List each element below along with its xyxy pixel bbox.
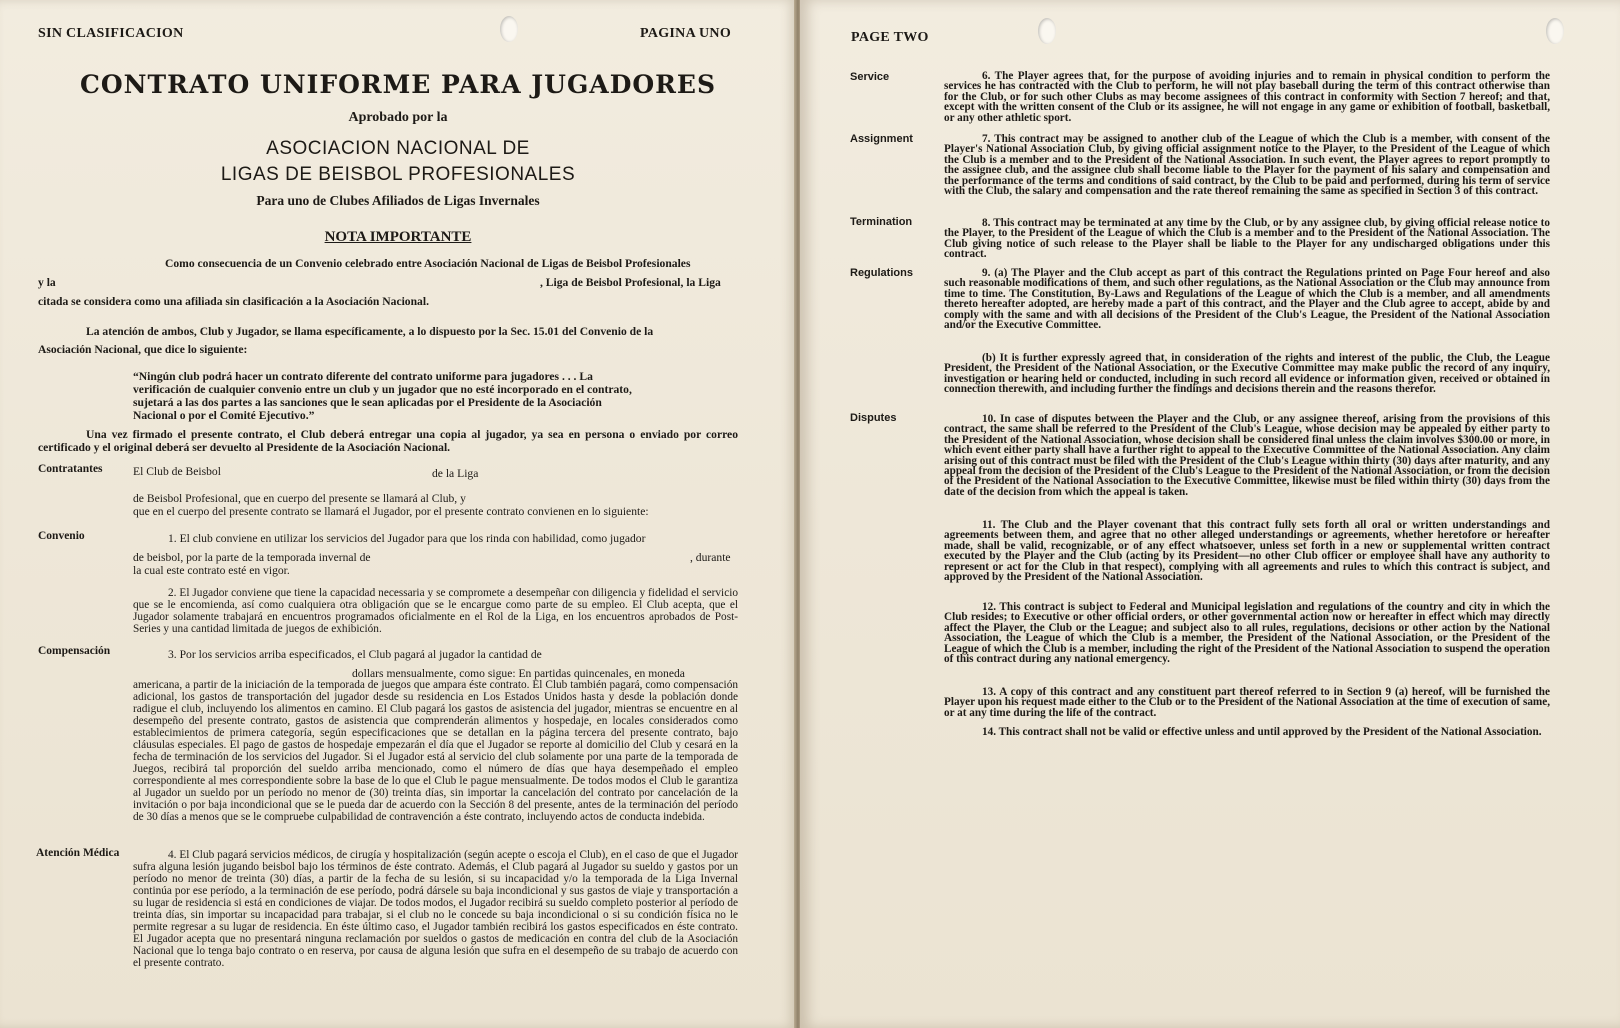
contratantes-line-1: de Beisbol Profesional, que en cuerpo del presente se llamará al Club, y: [133, 492, 466, 505]
assignment-label: Assignment: [850, 133, 913, 145]
punch-hole: [500, 16, 518, 42]
punch-hole: [1546, 18, 1564, 44]
paragraph-7: 7. This contract may be assigned to another club of the League of which the Club is a member, with consent of the Player's National Association Club, by giving official assignment notice to the Player, to the President of the League of which the Club is a member and to the President of the National Association. In such event, the Player agrees to report promptly to the assignee club, and the assignee club shall become liable to the Player for the payment of his salary and compensation and the performance of the terms and conditions of said contract, by the Club to be paid and performed, during his term of service with the Club, the salary and compensation and the rate thereof remaining the same as specified in Section 3 of this contract.: [944, 133, 1550, 198]
paragraph-10: 10. In case of disputes between the Player and the Club, or any assignee thereof, arising from the provisions of this contract, the same shall be referred to the President of the Club's League, whose decision may be appealed by either party to the President of the National Association, whose decision shall be considered final unless the claim involves $300.00 or more, in which event either party shall have a further right to appeal to the Executive Committee of the National Association. Any claim arising out of this contract must be filed with the President of the Club's League within thirty (30) days after maturity, and any appeal from the decision of the President of the Club's League to the President of the National Association, or from the decision of the President of the National Association to the Executive Committee, likewise must be filed within thirty (30) days from the date of the decision from which the appeal is taken.: [944, 413, 1550, 498]
paragraph-13: 13. A copy of this contract and any constituent part thereof referred to in Section 9 (a) hereof, will be furnished the Player upon his request made either to the Club or to the President of the National Association at the time of execution of same, or at any time during the life of the contract.: [944, 686, 1550, 719]
paragraph-12: 12. This contract is subject to Federal and Municipal legislation and regulations of the country and city in which the Club resides; to Executive or other official orders, or other governmental action now or hereafter in effect which may directly affect the Player, the Club or the League; and subject also to all rules, regulations, decisions or other action by the National Association, the League of which the Club is a member, the President of the National Association, or the President of the League of which the Club is a member, including the right of the President of the National Association to suspend the operation of this contract during any national emergency.: [944, 601, 1550, 666]
contratantes-label: Contratantes: [38, 463, 103, 475]
service-label: Service: [850, 71, 890, 83]
atencion-line-2: Asociación Nacional, que dice lo siguiente:: [38, 343, 248, 356]
subtitle: Para uno de Clubes Afiliados de Ligas Invernales: [256, 193, 540, 208]
paragraph-9b: (b) It is further expressly agreed that, in consideration of the rights and interest of the public, the Club, the League President, the President of the National Association, or the Executive Committee may make public the record of any inquiry, investigation or hearing held or conducted, including in such record all evidence or information given, received or obtained in connection therewith, and including further the findings and decisions therein and the reasons therefor.: [944, 352, 1550, 396]
intro-line-1: Como consecuencia de un Convenio celebrado entre Asociación Nacional de Ligas de Beisbol Profesionales: [165, 257, 691, 270]
paragraph-14: 14. This contract shall not be valid or effective unless and until approved by the President of the National Association.: [982, 726, 1542, 738]
paragraph-4: 4. El Club pagará servicios médicos, de cirugía y hospitalización (según acepte o escoja el Club), en el caso de que el Jugador sufra alguna lesión jugando beisbol bajo los términos de éste contrato. Además, el Club pagará al Jugador su sueldo y gastos por un período no menor de treinta (30) días, a partir de la fecha de su lesión, si su incapacidad y/o la temporada de la Liga Invernal continúa por ese período, a la terminación de ese período, podrá dársele su baja incondicional y sus gastos de viaje y transportación a su lugar de residencia si está en condiciones de viajar. De todos modos, el Jugador recibirá su sueldo completo posterior al período de treinta días, sin importar su incapacidad para trabajar, si el club no le concede su baja incondicional o si su condición física no le permite regresar a su lugar de residencia. En éste último caso, el Jugador también recibirá los gastos especificados en éste contrato. El Jugador acepta que no presentará ninguna reclamación por sueldos o gastos de medicación en contra del club de la Asociación Nacional que lo tenga bajo contrato o en reserva, por causa de alguna lesión que sufra en el desempeño de su trabajo de acuerdo con el presente contrato.: [133, 849, 738, 969]
paragraph-6: 6. The Player agrees that, for the purpose of avoiding injuries and to remain in physical condition to perform the services he has contracted with the Club to perform, he will not play baseball during the term of this contract otherwise than for the Club, or for such other Clubs as may become assignees of this contract in conformity with Section 7 hereof; and that, except with the written consent of the Club or its assignee, he will not engage in any game or exhibition of football, basketball, or any other athletic sport.: [944, 70, 1550, 124]
section-quote: “Ningún club podrá hacer un contrato diferente del contrato uniforme para jugadores . . . La verificación de cualquier convenio entre un club y un jugador que no esté incorporado en el contrato, sujetará a las dos partes a las sanciones que le sean aplicadas por el Presidente de la Asociación Nacional o por el Comité Ejecutivo.”: [133, 370, 632, 422]
header-sin-clasificacion: SIN CLASIFICACION: [38, 26, 184, 41]
convenio-line-3: la cual este contrato esté en vigor.: [133, 564, 290, 577]
intro-line-3: citada se considera como una afiliada sin clasificación a la Asociación Nacional.: [38, 295, 429, 308]
nota-importante-heading: NOTA IMPORTANTE: [324, 229, 472, 245]
contratantes-line-2: que en el cuerpo del presente contrato se llamará el Jugador, por el presente contrato convienen en lo siguiente:: [133, 505, 649, 518]
termination-label: Termination: [850, 216, 913, 228]
page-uno: [0, 0, 796, 1028]
convenio-line-2b: , durante: [690, 551, 731, 564]
punch-hole: [1038, 18, 1056, 44]
compensacion-line-2: dollars mensualmente, como sigue: En partidas quincenales, en moneda: [352, 667, 685, 680]
contratantes-liga: de la Liga: [432, 467, 479, 480]
contratantes-club: El Club de Beisbol: [133, 465, 221, 478]
convenio-line-1: 1. El club conviene en utilizar los servicios del Jugador para que los rinda con habilidad, como jugador: [168, 532, 646, 545]
convenio-line-2a: de beisbol, por la parte de la temporada invernal de: [133, 551, 371, 564]
convenio-label: Convenio: [38, 530, 85, 542]
paragraph-3-body: americana, a partir de la iniciación de la temporada de juegos que ampara éste contrato. El Club también pagará, como compensación adicional, los gastos de transportación del jugador desde su residencia en Los Estados Unidos hasta y desde la población donde radigue el club, incluyendo los alimentos en camino. El Club pagará los gastos de asistencia del jugador, mientras se encuentre en al desempeño del presente contrato, gastos de asistencia que comprenderán alimentos y hospedaje, en locales considerados como establecimientos de primera categoría, según especificaciones que se detallan en la página tercera del presente contrato, bajo cláusulas especiales. El pago de gastos de hospedaje empezarán el día que el Jugador se reporte al domicilio del Club y cesará en la fecha de terminación de los servicios del Jugador. Si el Jugador está al servicio del club solamente por una parte de la temporada de Juegos, recibirá tal proporción del sueldo arriba mencionado, como el número de días que haya desempeñado el empleo correspondiente al mes correspondiente sobre la base de lo que el Club le pague mensualmente. De todos modos el Club le garantiza al Jugador un sueldo por un período no menor de (30) treinta días, sin importar la cancelación del contrato por cancelación de la invitación o por baja incondicional que se le pueda dar de acuerdo con la Sección 8 del presente, antes de la terminación del período de 30 días a menos que se le compruebe culpabilidad de contravención a éste contrato, incluyendo actos de conducta indebida.: [133, 679, 738, 823]
org-name-line1: ASOCIACION NACIONAL DE: [266, 138, 530, 159]
header-pagina-uno: PAGINA UNO: [640, 26, 732, 41]
disputes-label: Disputes: [850, 412, 897, 424]
regulations-label: Regulations: [850, 267, 913, 279]
approved-by: Aprobado por la: [348, 110, 448, 125]
atencion-line-1: La atención de ambos, Club y Jugador, se llama específicamente, a lo dispuesto por la Sec. 15.01 del Convenio de la: [86, 325, 654, 338]
paragraph-2: 2. El Jugador conviene que tiene la capacidad necessaria y se compromete a desempeñar con diligencia y fidelidad el servicio que se le encomienda, así como cualquiera otra obligación que se le encargue como parte de su empleo. El Club acepta, que el Jugador solamente trabajará en encuentros programados oficialmente en el Rol de la Liga, en los encuentros aprobados de Post-Series y una cantidad limitada de juegos de exhibición.: [133, 587, 738, 635]
org-name-line2: LIGAS DE BEISBOL PROFESIONALES: [220, 164, 576, 185]
paragraph-8: 8. This contract may be terminated at any time by the Club, or by any assignee club, by giving official release notice to the Player, to the President of the League of which the Club is a member and to the President of the National Association. The Club giving notice of such release to the Player shall be liable to the Player for any undischarged obligations under this contract.: [944, 217, 1550, 261]
intro-line-2a: y la: [38, 276, 56, 289]
firmado-paragraph: Una vez firmado el presente contrato, el Club deberá entregar una copia al jugador, ya sea en persona o enviado por correo certificado y el original deberá ser devuelto al Presidente de la Asociación Nacional.: [38, 428, 738, 454]
compensacion-label: Compensación: [38, 645, 111, 657]
atencion-medica-label: Atención Médica: [36, 847, 120, 859]
compensacion-line-1: 3. Por los servicios arriba especificados, el Club pagará al jugador la cantidad de: [168, 648, 542, 661]
intro-line-2b: , Liga de Beisbol Profesional, la Liga: [540, 276, 721, 289]
paragraph-11: 11. The Club and the Player covenant that this contract fully sets forth all oral or written understandings and agreements between them, and agree that no other alleged understandings or agreements, whether heretofore or hereafter made, shall be valid, recognizable, or of any effect whatsoever, unless set forth in a new or supplemental written contract executed by the Player and the Club (acting by its President—no other Club officer or employee shall have any authority to represent or act for the Club in that respect), complying with all agreements and rules to which this contract is subject, and approved by the President of the National Association.: [944, 519, 1550, 584]
contract-title: CONTRATO UNIFORME PARA JUGADORES: [79, 70, 717, 99]
header-page-two: PAGE TWO: [851, 30, 929, 45]
paragraph-9a: 9. (a) The Player and the Club accept as part of this contract the Regulations printed on Page Four hereof and also such reasonable modifications of them, and such other regulations, as the National Association or the Club may announce from time to time. The Constitution, By-Laws and Regulations of the League of which the Club is a member, and all amendments thereto hereafter adopted, are hereby made a part of this contract, and the Player and the Club agree to accept, abide by and comply with the same and with all decisions of the President of the Club's League, the President of the National Association and/or the Executive Committee.: [944, 267, 1550, 332]
